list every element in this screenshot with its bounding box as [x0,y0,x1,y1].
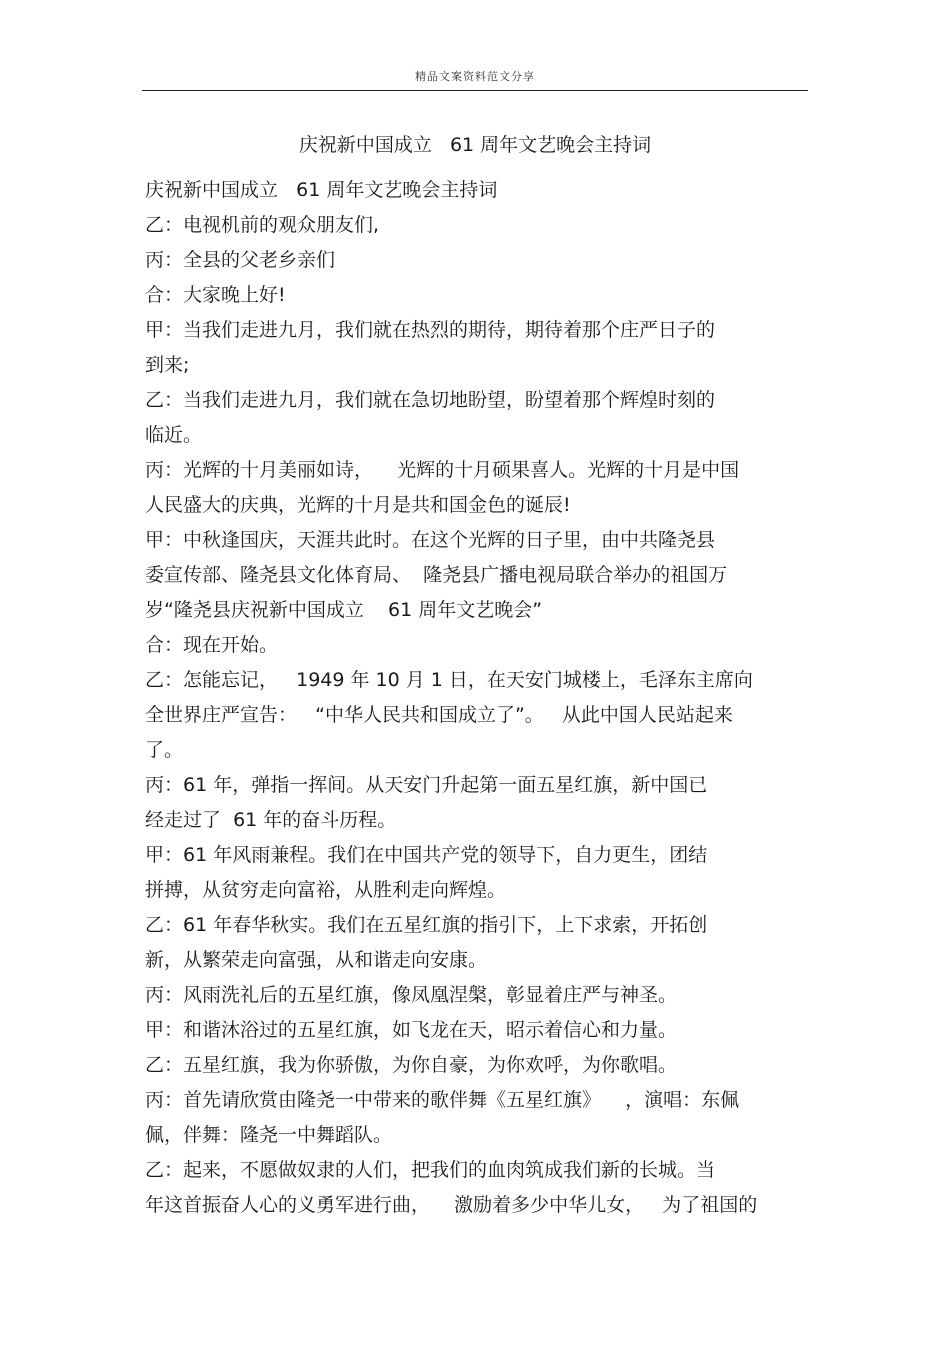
text-line: 合：大家晚上好! [145,284,286,306]
text-line: 丙：全县的父老乡亲们 [145,249,336,271]
text-line: 乙：电视机前的观众朋友们, [145,214,380,236]
document-body [145,173,815,1223]
text-line: 经走过了 61 年的奋斗历程。 [145,809,397,831]
text-line: 甲：当我们走进九月，我们就在热烈的期待，期待着那个庄严日子的 [145,319,716,341]
text-line: 了。 [145,739,184,761]
text-line: 人民盛大的庆典，光辉的十月是共和国金色的诞辰! [145,494,571,516]
text-line: 岁“隆尧县庆祝新中国成立 61 周年文艺晚会” [145,599,543,621]
text-line: 乙：61 年春华秋实。我们在五星红旗的指引下，上下求索，开拓创 [145,914,708,936]
text-line: 丙：61 年，弹指一挥间。从天安门升起第一面五星红旗，新中国已 [145,774,708,796]
text-line: 丙：光辉的十月美丽如诗， 光辉的十月硕果喜人。光辉的十月是中国 [145,459,740,481]
text-line: 佩，伴舞：隆尧一中舞蹈队。 [145,1124,393,1146]
text-line: 甲：和谐沐浴过的五星红旗，如飞龙在天，昭示着信心和力量。 [145,1019,678,1041]
text-line: 全世界庄严宣告： “中华人民共和国成立了”。 从此中国人民站起来 [145,704,733,726]
text-line: 乙：起来，不愿做奴隶的人们，把我们的血肉筑成我们新的长城。当 [145,1159,716,1181]
text-line: 乙：五星红旗，我为你骄傲，为你自豪，为你欢呼，为你歌唱。 [145,1054,678,1076]
header-divider [142,90,808,91]
text-line: 丙：首先请欣赏由隆尧一中带来的歌伴舞《五星红旗》 ，演唱：东佩 [145,1089,740,1111]
document-title: 庆祝新中国成立 61 周年文艺晚会主持词 [298,134,652,156]
text-line: 甲：61 年风雨兼程。我们在中国共产党的领导下，自力更生，团结 [145,844,708,866]
text-line: 乙：怎能忘记， 1949 年 10 月 1 日，在天安门城楼上，毛泽东主席向 [145,669,753,691]
text-line: 乙：当我们走进九月，我们就在急切地盼望，盼望着那个辉煌时刻的 [145,389,716,411]
text-line: 合：现在开始。 [145,634,279,656]
text-line: 新，从繁荣走向富强，从和谐走向安康。 [145,949,488,971]
text-line: 委宣传部、隆尧县文化体育局、 隆尧县广播电视局联合举办的祖国万 [145,564,728,586]
text-line: 到来; [145,354,190,376]
text-line: 庆祝新中国成立 61 周年文艺晚会主持词 [145,179,498,201]
text-line: 临近。 [145,424,203,446]
page-header: 精品文案资料范文分享 [415,70,535,83]
text-line: 拼搏，从贫穷走向富裕，从胜利走向辉煌。 [145,879,507,901]
text-line: 丙：风雨洗礼后的五星红旗，像凤凰涅槃，彰显着庄严与神圣。 [145,984,678,1006]
text-line: 年这首振奋人心的义勇军进行曲， 激励着多少中华儿女， 为了祖国的 [145,1194,758,1216]
text-line: 甲：中秋逢国庆，天涯共此时。在这个光辉的日子里，由中共隆尧县 [145,529,716,551]
